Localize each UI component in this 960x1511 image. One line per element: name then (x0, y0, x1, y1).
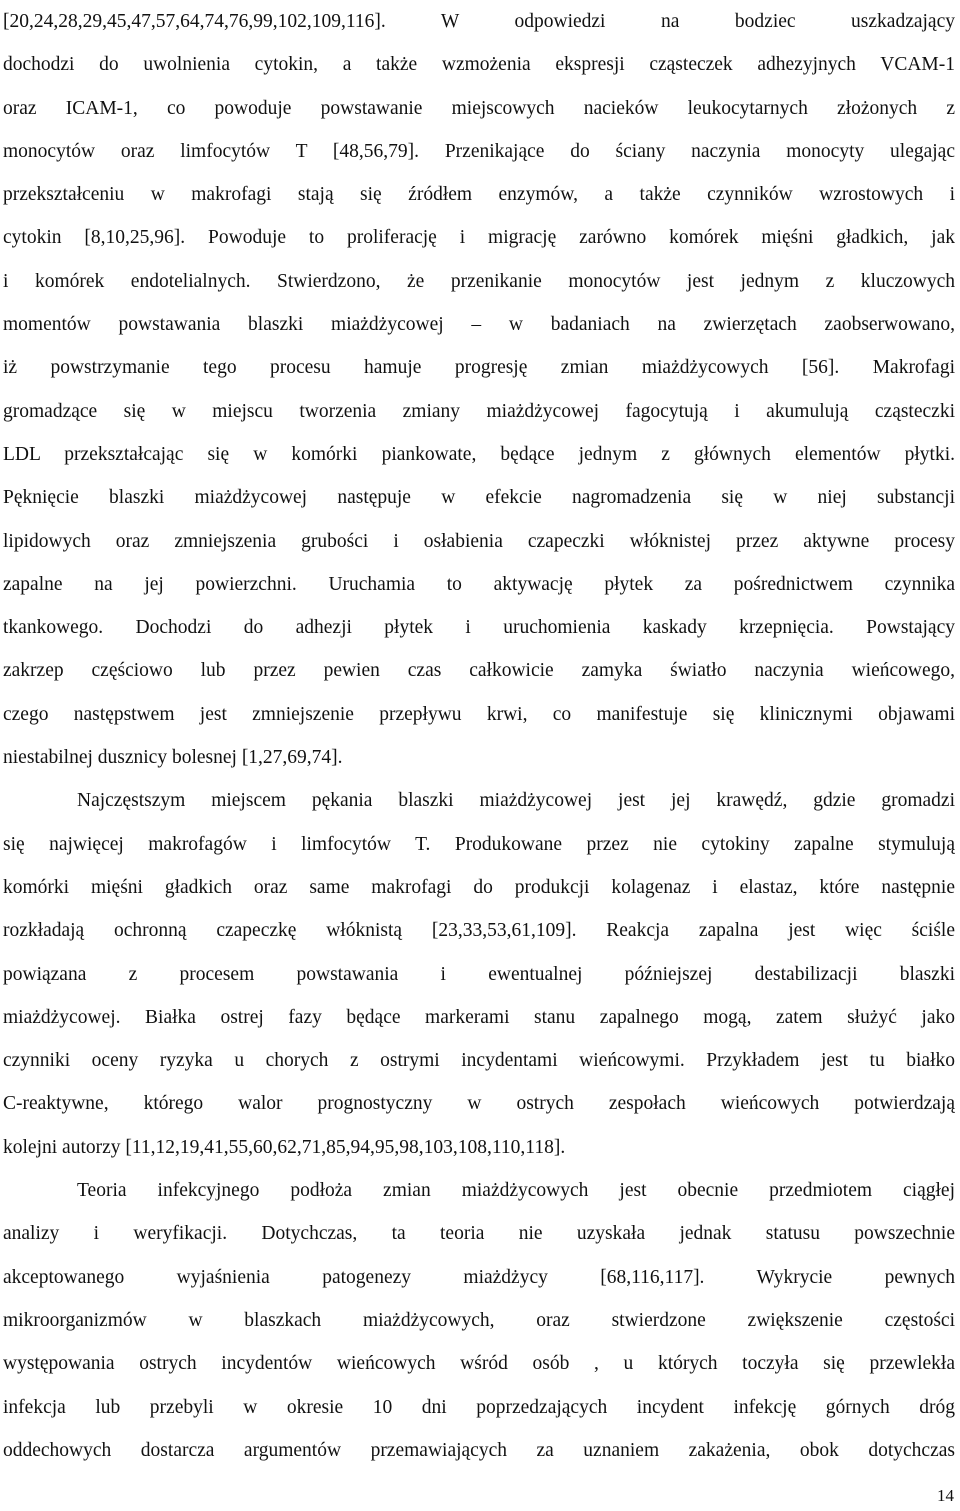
text-line: momentów powstawania blaszki miażdżycowej – w badaniach na zwierzętach zaobserwowano, (3, 314, 955, 336)
text-line: analizy i weryfikacji. Dotychczas, ta teoria nie uzyskała jednak statusu powszechnie (3, 1223, 955, 1245)
paragraph (3, 779, 955, 1169)
text-line: czynniki oceny ryzyka u chorych z ostrymi incydentami wieńcowymi. Przykładem jest tu białko (3, 1050, 955, 1072)
text-line: gromadzące się w miejscu tworzenia zmiany miażdżycowej fagocytują i akumulują cząsteczki (3, 400, 955, 422)
text-line: zapalne na jej powierzchni. Uruchamia to aktywację płytek za pośrednictwem czynnika (3, 573, 955, 595)
text-line: infekcja lub przebyli w okresie 10 dni poprzedzających incydent infekcję górnych dróg (3, 1396, 955, 1418)
text-line: lipidowych oraz zmniejszenia grubości i osłabienia czapeczki włóknistej przez aktywne procesy (3, 530, 955, 552)
text-line: Teoria infekcyjnego podłoża zmian miażdżycowych jest obecnie przedmiotem ciągłej (77, 1180, 955, 1202)
text-line: występowania ostrych incydentów wieńcowych wśród osób , u których toczyła się przewlekła (3, 1353, 955, 1375)
paragraph (3, 1169, 955, 1472)
text-line: i komórek endotelialnych. Stwierdzono, że przenikanie monocytów jest jednym z kluczowych (3, 270, 955, 292)
document-page (3, 0, 955, 1472)
paragraph (3, 0, 955, 779)
text-line: cytokin [8,10,25,96]. Powoduje to proliferację i migrację zarówno komórek mięśni gładkich, jak (3, 227, 955, 249)
text-line: zakrzep częściowo lub przez pewien czas całkowicie zamyka światło naczynia wieńcowego, (3, 660, 955, 682)
text-line: akceptowanego wyjaśnienia patogenezy miażdżycy [68,116,117]. Wykrycie pewnych (3, 1266, 955, 1288)
text-line: komórki mięśni gładkich oraz same makrofagi do produkcji kolagenaz i elastaz, które następnie (3, 876, 955, 898)
text-line: LDL przekształcając się w komórki piankowate, będące jednym z głównych elementów płytki. (3, 443, 955, 465)
text-line: się najwięcej makrofagów i limfocytów T. Produkowane przez nie cytokiny zapalne stymulują (3, 833, 955, 855)
page-number: 14 (937, 1486, 954, 1505)
text-line: mikroorganizmów w blaszkach miażdżycowych, oraz stwierdzone zwiększenie częstości (3, 1309, 955, 1331)
text-line: niestabilnej dusznicy bolesnej [1,27,69,74]. (3, 747, 343, 769)
text-line: miażdżycowej. Białka ostrej fazy będące markerami stanu zapalnego mogą, zatem służyć jako (3, 1006, 955, 1028)
text-line: C-reaktywne, którego walor prognostyczny w ostrych zespołach wieńcowych potwierdzają (3, 1093, 955, 1115)
text-line: [20,24,28,29,45,47,57,64,74,76,99,102,109,116]. W odpowiedzi na bodziec uszkadzający (3, 11, 955, 32)
text-line: tkankowego. Dochodzi do adhezji płytek i uruchomienia kaskady krzepnięcia. Powstający (3, 617, 955, 639)
text-line: rozkładają ochronną czapeczkę włóknistą [23,33,53,61,109]. Reakcja zapalna jest więc ściśle (3, 920, 955, 942)
text-line: Pęknięcie blaszki miażdżycowej następuje w efekcie nagromadzenia się w niej substancji (3, 487, 955, 509)
text-line: Najczęstszym miejscem pękania blaszki miażdżycowej jest jej krawędź, gdzie gromadzi (77, 790, 955, 812)
text-line: oraz ICAM-1, co powoduje powstawanie miejscowych nacieków leukocytarnych złożonych z (3, 97, 955, 119)
text-line: dochodzi do uwolnienia cytokin, a także wzmożenia ekspresji cząsteczek adhezyjnych VCAM-1 (3, 54, 955, 76)
text-line: czego następstwem jest zmniejszenie przepływu krwi, co manifestuje się klinicznymi objawami (3, 703, 955, 725)
text-line: powiązana z procesem powstawania i ewentualnej późniejszej destabilizacji blaszki (3, 963, 955, 985)
text-line: monocytów oraz limfocytów T [48,56,79]. Przenikające do ściany naczynia monocyty ulegając (3, 140, 955, 162)
text-line: kolejni autorzy [11,12,19,41,55,60,62,71,85,94,95,98,103,108,110,118]. (3, 1136, 566, 1158)
text-line: przekształceniu w makrofagi stają się źródłem enzymów, a także czynników wzrostowych i (3, 184, 955, 206)
text-line: oddechowych dostarcza argumentów przemawiających za uznaniem zakażenia, obok dotychczas (3, 1439, 955, 1461)
text-line: iż powstrzymanie tego procesu hamuje progresję zmian miażdżycowych [56]. Makrofagi (3, 357, 955, 379)
